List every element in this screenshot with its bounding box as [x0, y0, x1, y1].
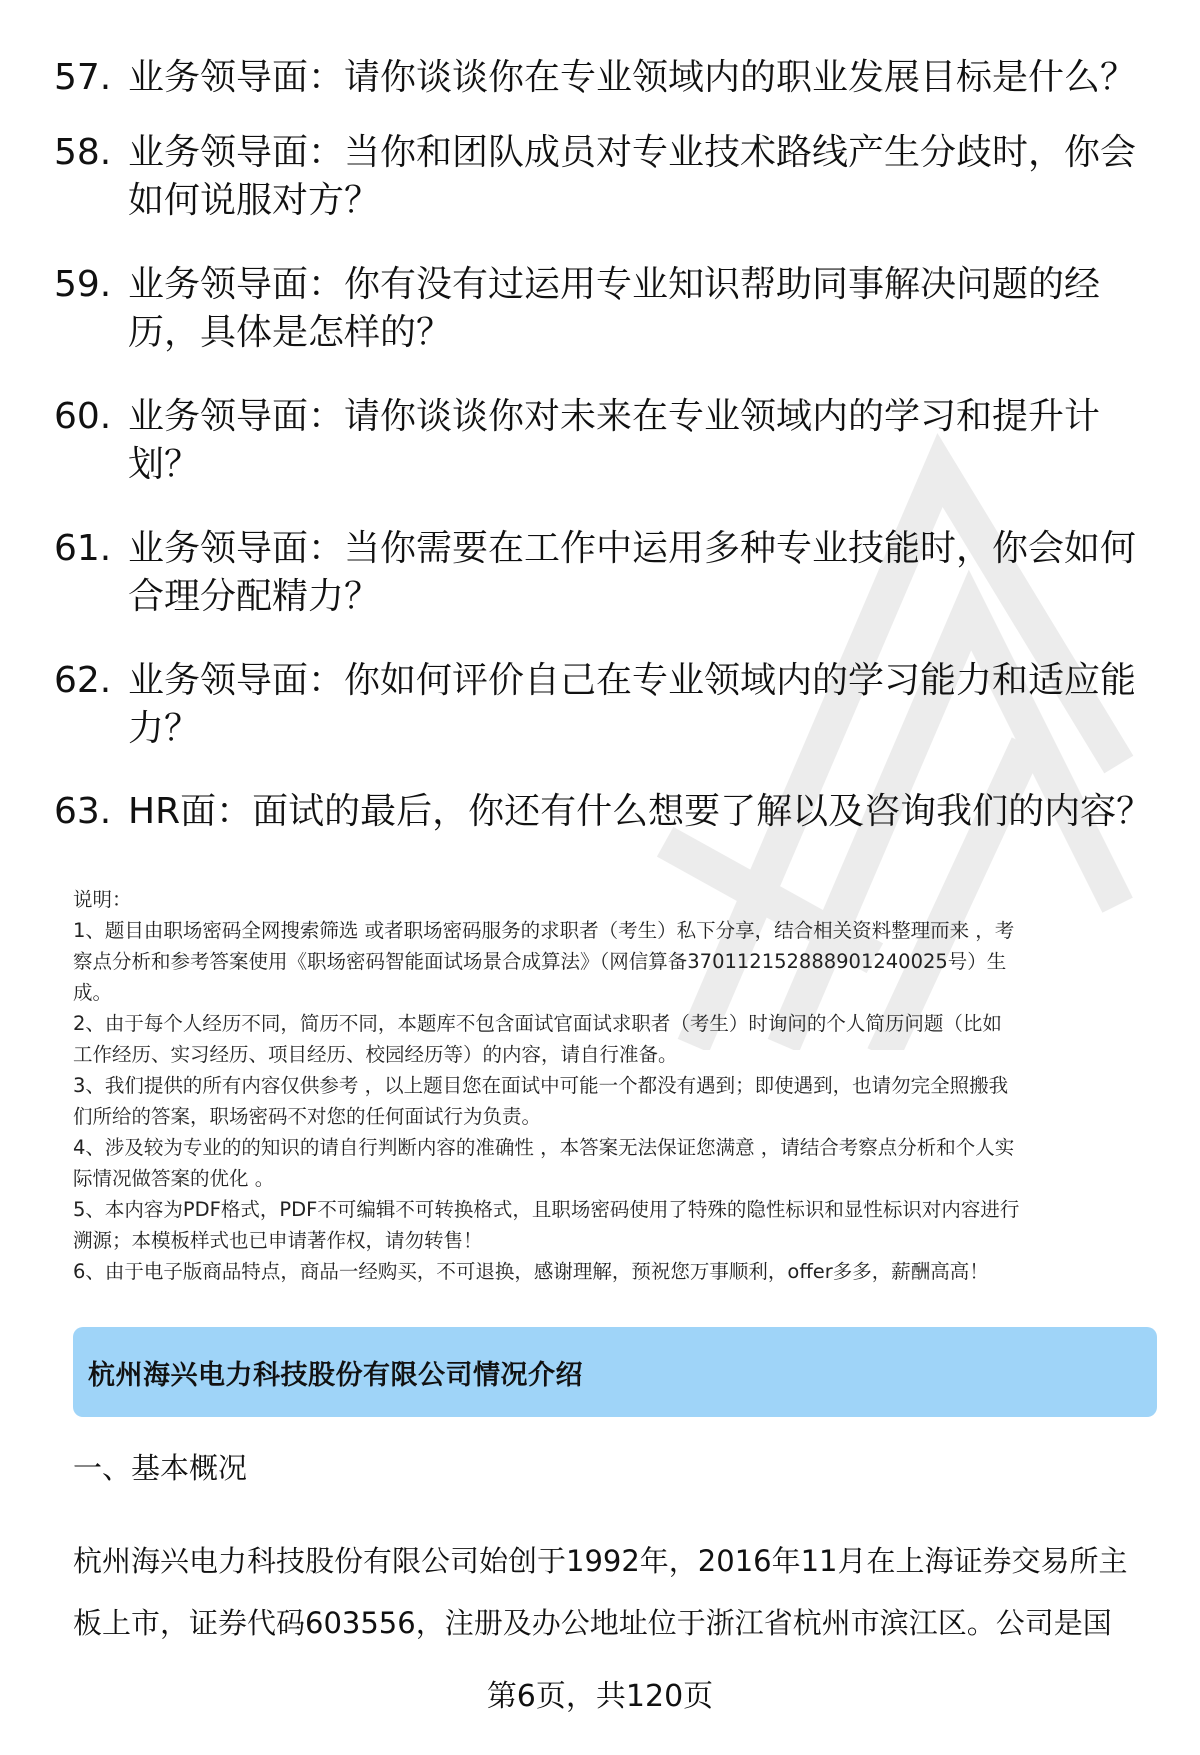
question-number: 61.	[54, 528, 112, 569]
note-line: 3、我们提供的所有内容仅供参考 ，以上题目您在面试中可能一个都没有遇到；即使遇到，也请勿完全照搬我	[73, 1074, 1009, 1097]
question-text-continued: 力？	[128, 708, 201, 749]
note-line: 们所给的答案，职场密码不对您的任何面试行为负责。	[73, 1105, 542, 1128]
question-item	[54, 54, 1164, 102]
question-item	[54, 261, 1164, 357]
note-line: 1、题目由职场密码全网搜索筛选 或者职场密码服务的求职者（考生）私下分享，结合相关资料整理而来 ，考	[73, 919, 1015, 942]
company-section-header	[73, 1327, 1157, 1417]
note-line: 6、由于电子版商品特点，商品一经购买，不可退换，感谢理解，预祝您万事顺利，offer多多，薪酬高高！	[73, 1260, 989, 1283]
question-item	[54, 129, 1164, 225]
section-title: 杭州海兴电力科技股份有限公司情况介绍	[88, 1359, 583, 1391]
question-item	[54, 657, 1164, 753]
question-number: 59.	[54, 264, 112, 305]
question-text: HR面：面试的最后，你还有什么想要了解以及咨询我们的内容？	[128, 791, 1153, 832]
question-number: 63.	[54, 791, 112, 832]
question-item	[54, 525, 1164, 621]
question-text: 业务领导面：请你谈谈你对未来在专业领域内的学习和提升计	[128, 396, 1101, 437]
company-intro-paragraph	[73, 1530, 1163, 1654]
question-text-continued: 划？	[128, 444, 201, 485]
question-text: 业务领导面：请你谈谈你在专业领域内的职业发展目标是什么？	[128, 57, 1137, 98]
paragraph-line: 板上市，证券代码603556，注册及办公地址位于浙江省杭州市滨江区。公司是国	[73, 1606, 1112, 1640]
note-line: 5、本内容为PDF格式，PDF不可编辑不可转换格式，且职场密码使用了特殊的隐性标识和显性标识对内容进行	[73, 1198, 1020, 1221]
question-number: 60.	[54, 396, 112, 437]
note-line: 工作经历、实习经历、项目经历、校园经历等）的内容，请自行准备。	[73, 1043, 678, 1066]
note-line: 成。	[73, 981, 113, 1004]
question-text: 业务领导面：你如何评价自己在专业领域内的学习能力和适应能	[128, 660, 1137, 701]
notes-title: 说明：	[73, 888, 132, 911]
question-text-continued: 如何说服对方？	[128, 180, 381, 221]
question-text: 业务领导面：当你和团队成员对专业技术路线产生分歧时，你会	[128, 132, 1137, 173]
section-subheading: 一、基本概况	[73, 1451, 248, 1485]
question-text-continued: 合理分配精力？	[128, 576, 381, 617]
question-item	[54, 393, 1164, 489]
paragraph-line: 杭州海兴电力科技股份有限公司始创于1992年，2016年11月在上海证券交易所主	[73, 1544, 1128, 1578]
note-line: 4、涉及较为专业的的知识的请自行判断内容的准确性 ，本答案无法保证您满意 ，请结合考察点分析和个人实	[73, 1136, 1015, 1159]
question-number: 62.	[54, 660, 112, 701]
note-line: 2、由于每个人经历不同，简历不同，本题库不包含面试官面试求职者（考生）时询问的个人简历问题（比如	[73, 1012, 1002, 1035]
question-text: 业务领导面：当你需要在工作中运用多种专业技能时，你会如何	[128, 528, 1137, 569]
page-number: 第6页，共120页	[486, 1679, 714, 1714]
question-number: 57.	[54, 57, 112, 98]
question-number: 58.	[54, 132, 112, 173]
note-line: 溯源；本模板样式也已申请著作权，请勿转售！	[73, 1229, 483, 1252]
note-line: 察点分析和参考答案使用《职场密码智能面试场景合成算法》（网信算备370112152888901240025号）生	[73, 950, 1007, 973]
notes-block	[73, 884, 1163, 1287]
note-line: 际情况做答案的优化 。	[73, 1167, 275, 1190]
question-text: 业务领导面：你有没有过运用专业知识帮助同事解决问题的经	[128, 264, 1101, 305]
question-item	[54, 788, 1164, 836]
question-text-continued: 历，具体是怎样的？	[128, 312, 453, 353]
